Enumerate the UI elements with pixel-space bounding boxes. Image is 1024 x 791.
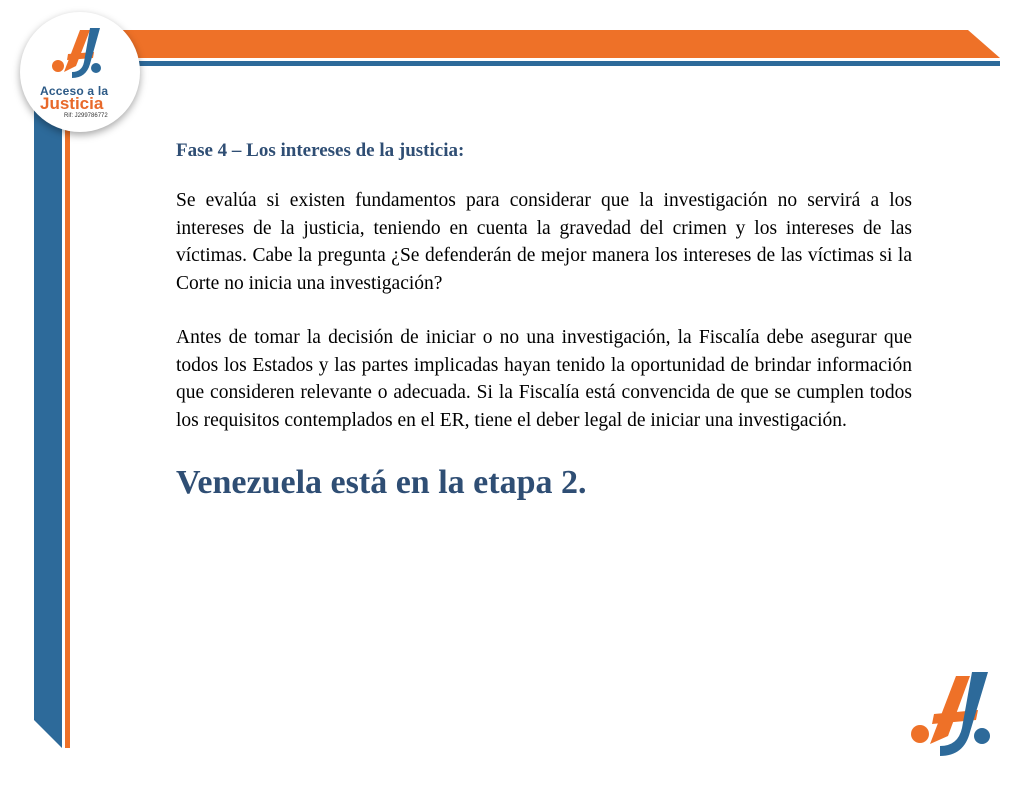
logo-line-2: Justicia: [40, 94, 104, 113]
logo-rif: Rif: J299786772: [64, 113, 108, 119]
left-blue-bar: [34, 90, 62, 748]
paragraph-1: Se evalúa si existen fundamentos para considerar que la investigación no servirá a los intereses de la justicia, teniendo en cuenta la gravedad del crimen y los intereses de las víctimas. Cabe la pregunta ¿Se defenderán de mejor manera los intereses de las víctimas si la Corte no inicia una investigación?: [176, 190, 912, 294]
closing-statement: Venezuela está en la etapa 2.: [176, 464, 587, 501]
section-subheading: Fase 4 – Los intereses de la justicia:: [176, 140, 465, 161]
top-blue-line: [120, 61, 1000, 66]
slide-content: [176, 140, 912, 502]
paragraph-2: Antes de tomar la decisión de iniciar o no una investigación, la Fiscalía debe asegurar que todos los Estados y las partes implicadas hayan tenido la oportunidad de brindar información que consideren relevante o adecuada. Si la Fiscalía está convencida de que se cumplen todos los requisitos contemplados en el ER, tiene el deber legal de iniciar una investigación.: [176, 327, 912, 431]
corner-logo-icon: [900, 662, 1004, 766]
logo-line-1: Acceso a la: [40, 84, 109, 98]
left-orange-line: [65, 90, 70, 748]
logo-badge: [20, 12, 140, 132]
top-orange-bar: [120, 30, 1000, 58]
justice-logo-icon: [46, 22, 112, 84]
